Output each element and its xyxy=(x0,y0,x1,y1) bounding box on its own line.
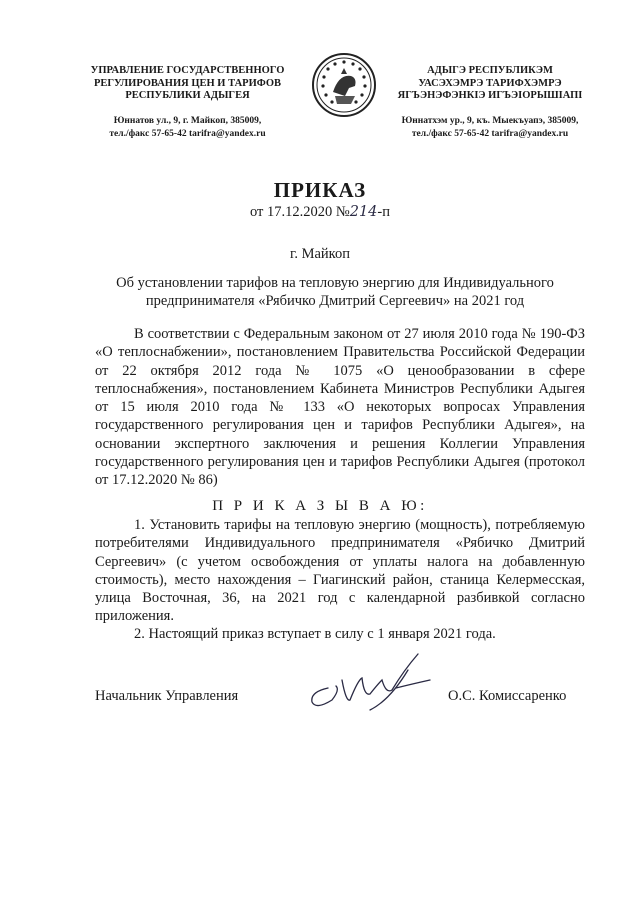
order-number-suffix: -п xyxy=(377,204,390,220)
org-line: АДЫГЭ РЕСПУБЛИКЭМ xyxy=(427,65,553,76)
handwritten-signature xyxy=(300,640,460,730)
republic-emblem-icon xyxy=(311,52,377,118)
org-line: РЕГУЛИРОВАНИЯ ЦЕН И ТАРИФОВ xyxy=(93,77,282,89)
document-title: ПРИКАЗ xyxy=(273,178,367,202)
decree-item-1: 1. Установить тарифы на тепловую энергию (мощность), потребляемую потребителями Индивидуального предпринимателя «Рябичко Дмитрий Сергеевич» (с учетом освобождения от уплаты налога на добавленную стоимость), место нахождения – Гиагинский район, станица Келермесская, улица Восточная, 36, на 2021 год с календарной разбивкой согласно приложения. xyxy=(95,517,585,625)
order-date: от 17.12.2020 № xyxy=(249,204,350,220)
signature-name: О.С. Комиссаренко xyxy=(448,688,567,704)
decree-heading: П Р И К А З Ы В А Ю: xyxy=(212,498,428,514)
preamble-paragraph: В соответствии с Федеральным законом от 27 июля 2010 года № 190-ФЗ «О теплоснабжении», постановлением Правительства Российской Федерации от 22 октября 2012 года № 1075 «О ценообразовании в сфере теплоснабжения», постановлением Кабинета Министров Республики Адыгея от 15 июля 2010 года № 133 «О некоторых вопросах Управления государственного регулирования цен и тарифов Республики Адыгея», на основании экспертного заключения и решения Коллегии Управления государственного регулирования цен и тарифов Республики Адыгея (протокол от 17.12.2020 № 86) xyxy=(95,326,585,489)
address-line: Юннатхэм ур., 9, къ. Мыекъуапэ, 385009, xyxy=(401,116,579,126)
city: г. Майкоп xyxy=(290,246,350,262)
decree-item-2: 2. Настоящий приказ вступает в силу с 1 января 2021 года. xyxy=(134,626,496,642)
order-number-handwritten: 214 xyxy=(349,204,378,220)
address-line: тел./факс 57-65-42 tarifra@yandex.ru xyxy=(411,129,569,139)
address-line: Юннатов ул., 9, г. Майкоп, 385009, xyxy=(113,116,262,126)
org-line: ЯГЪЭНЭФЭНКIЭ ИГЪЭIОРЫШIАПI xyxy=(397,90,583,101)
org-line: РЕСПУБЛИКИ АДЫГЕЯ xyxy=(125,90,250,101)
address-line: тел./факс 57-65-42 tarifra@yandex.ru xyxy=(109,129,266,139)
org-line: УПРАВЛЕНИЕ ГОСУДАРСТВЕННОГО xyxy=(90,65,285,76)
signature-position: Начальник Управления xyxy=(95,688,239,704)
order-date-number xyxy=(0,204,640,221)
address-right xyxy=(380,115,600,141)
org-name-left xyxy=(80,65,295,103)
org-name-right xyxy=(380,65,600,103)
document-subject: Об установлении тарифов на тепловую энергию для Индивидуального предпринимателя «Рябичко Дмитрий Сергеевич» на 2021 год xyxy=(116,275,554,309)
address-left xyxy=(80,115,295,141)
org-line: УАСЭХЭМРЭ ТАРИФХЭМРЭ xyxy=(418,77,562,89)
